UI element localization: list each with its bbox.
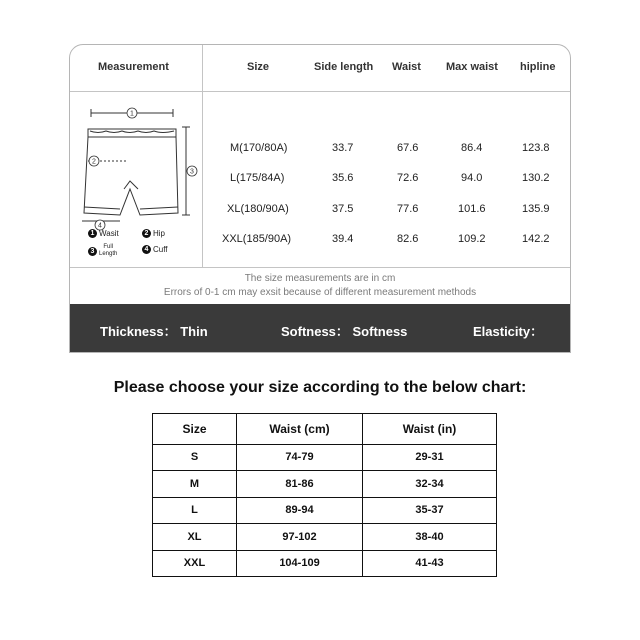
legend-waist: 1 Wasit — [88, 229, 119, 238]
attributes-band — [70, 304, 570, 352]
measurement-header-row — [70, 45, 570, 92]
size-table-header-waist-cm: Waist (cm) — [237, 414, 363, 445]
waist-in-cell: 38-40 — [363, 524, 497, 550]
waist-in-cell: 35-37 — [363, 497, 497, 523]
size-table-row — [153, 444, 497, 470]
size-table-header-waist-in: Waist (in) — [363, 414, 497, 445]
note-units: The size measurements are in cm — [244, 273, 396, 284]
legend-cuff: 4 Cuff — [142, 245, 168, 254]
header-waist: Waist — [392, 61, 421, 73]
size-guide-heading: Please choose your size according to the below chart: — [113, 379, 527, 396]
size-guide-table — [152, 413, 497, 577]
header-hipline: hipline — [520, 61, 556, 73]
header-size: Size — [247, 61, 270, 73]
note-errors: Errors of 0-1 cm may exsit because of different measurement methods — [163, 287, 477, 298]
legend-marker-length: 3 — [88, 247, 97, 256]
marker-1: 1 — [130, 110, 134, 118]
marker-2: 2 — [92, 158, 96, 166]
legend-marker-hip: 2 — [142, 229, 151, 238]
waist-in-cell: 29-31 — [363, 444, 497, 470]
header-max-waist: Max waist — [446, 61, 498, 73]
header-side-length: Side length — [314, 61, 374, 73]
notes-divider — [70, 267, 570, 268]
waist-in-cell: 41-43 — [363, 550, 497, 577]
shorts-diagram — [78, 103, 200, 263]
legend-full-length: 3Full Length — [88, 244, 117, 258]
header-measurement: Measurement — [98, 61, 169, 73]
size-table-row — [153, 524, 497, 550]
size-cell: XL — [153, 524, 237, 550]
waist-cm-cell: 81-86 — [237, 471, 363, 497]
marker-4: 4 — [98, 222, 102, 230]
waist-cm-cell: 104-109 — [237, 550, 363, 577]
size-cell: XXL — [153, 550, 237, 577]
size-cell: L — [153, 497, 237, 523]
waist-cm-cell: 74-79 — [237, 444, 363, 470]
size-table-row — [153, 471, 497, 497]
column-divider — [202, 45, 203, 267]
marker-3: 3 — [190, 168, 194, 176]
legend-marker-cuff: 4 — [142, 245, 151, 254]
waist-cm-cell: 89-94 — [237, 497, 363, 523]
attribute-softness: Softness： Softness — [281, 324, 408, 339]
attribute-thickness: Thickness： Thin — [100, 324, 208, 339]
size-cell: S — [153, 444, 237, 470]
size-table-header-row — [153, 414, 497, 445]
legend-hip: 2 Hip — [142, 229, 165, 238]
waist-in-cell: 32-34 — [363, 471, 497, 497]
size-table-header-size: Size — [153, 414, 237, 445]
size-table-row — [153, 550, 497, 577]
legend-marker-waist: 1 — [88, 229, 97, 238]
size-table-row — [153, 497, 497, 523]
waist-cm-cell: 97-102 — [237, 524, 363, 550]
attribute-elasticity: Elasticity： — [473, 324, 544, 339]
measurement-card: Measurement Size Side length Waist Max waist hipline 1 2 3 4 1 Wasit 2 Hip 3Full Length 4 Cuff M(170/80A) 33.7 67.6 86.4 123.8 L(175/84A) 35.6 72.6 94.0 130.2 XL(180/90A) 37.5 77.6 101.6 135.9 XXL(185/90A) 39.4 82.6 109.2 142.2 The size measurements are in cm Errors of 0-1 cm may exsit because of different measurement methods Thickness： Thin Softness： Softness Elasticity： — [69, 44, 571, 353]
size-cell: M — [153, 471, 237, 497]
